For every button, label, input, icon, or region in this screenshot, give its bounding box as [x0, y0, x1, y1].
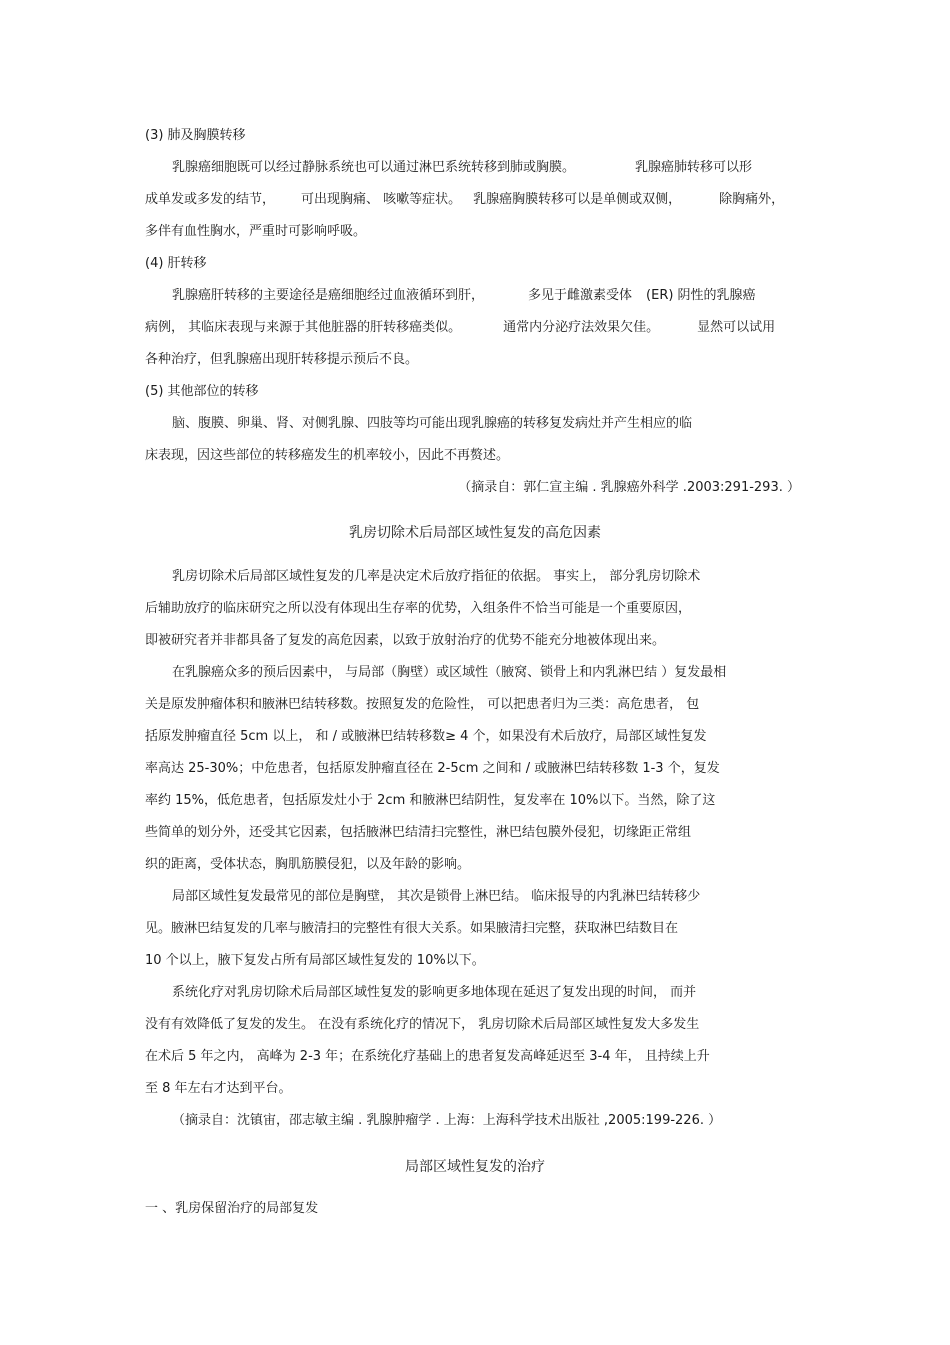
- paragraph-line: 至 8 年左右才达到平台。: [145, 1081, 292, 1096]
- paragraph-line: 局部区域性复发最常见的部位是胸壁， 其次是锁骨上淋巴结。 临床报导的内乳淋巴结转移少: [172, 889, 701, 904]
- paragraph-line: 成单发或多发的结节， 可出现胸痛、 咳嗽等症状。 乳腺癌胸膜转移可以是单侧或双侧， 除胸痛外，: [145, 192, 785, 207]
- paragraph-line: 率约 15%，低危患者，包括原发灶小于 2cm 和腋淋巴结阴性，复发率在 10%以下。当然，除了这: [145, 793, 716, 808]
- paragraph-line: 各种治疗，但乳腺癌出现肝转移提示预后不良。: [145, 352, 419, 367]
- paragraph-line: 在术后 5 年之内， 高峰为 2-3 年；在系统化疗基础上的患者复发高峰延迟至 3-4 年， 且持续上升: [145, 1049, 710, 1064]
- paragraph-line: 系统化疗对乳房切除术后局部区域性复发的影响更多地体现在延迟了复发出现的时间， 而并: [172, 985, 697, 1000]
- paragraph-line: 10 个以上，腋下复发占所有局部区域性复发的 10%以下。: [145, 953, 485, 968]
- section-heading-liver: (4) 肝转移: [145, 256, 207, 271]
- paragraph-line: 病例， 其临床表现与来源于其他脏器的肝转移癌类似。 通常内分泌疗法效果欠佳。 显然可以试用: [145, 320, 776, 335]
- paragraph-line: 后辅助放疗的临床研究之所以没有体现出生存率的优势，入组条件不恰当可能是一个重要原因，: [145, 601, 692, 616]
- paragraph-line: 即被研究者并非都具备了复发的高危因素，以致于放射治疗的优势不能充分地被体现出来。: [145, 633, 666, 648]
- paragraph-line: 括原发肿瘤直径 5cm 以上， 和 / 或腋淋巴结转移数≥ 4 个，如果没有术后放疗，局部区域性复发: [145, 729, 707, 744]
- paragraph-line: 些简单的划分外，还受其它因素，包括腋淋巴结清扫完整性，淋巴结包膜外侵犯，切缘距正常组: [145, 825, 692, 840]
- paragraph-line: 乳腺癌细胞既可以经过静脉系统也可以通过淋巴系统转移到肺或胸膜。 乳腺癌肺转移可以形: [172, 160, 753, 175]
- paragraph-line: 关是原发肿瘤体积和腋淋巴结转移数。按照复发的危险性， 可以把患者归为三类：高危患者， 包: [145, 697, 700, 712]
- paragraph-line: 织的距离，受体状态，胸肌筋膜侵犯，以及年龄的影响。: [145, 857, 471, 872]
- citation: （摘录自：沈镇宙，邵志敏主编 . 乳腺肿瘤学 . 上海：上海科学技术出版社 ,2005:199-226. ）: [172, 1113, 722, 1128]
- paragraph-line: 床表现，因这些部位的转移癌发生的机率较小，因此不再赘述。: [145, 448, 510, 463]
- section-heading-lung: (3) 肺及胸膜转移: [145, 128, 246, 143]
- paragraph-line: 乳房切除术后局部区域性复发的几率是决定术后放疗指征的依据。 事实上， 部分乳房切除术: [172, 569, 701, 584]
- subsection-heading: 一 、乳房保留治疗的局部复发: [145, 1201, 319, 1216]
- paragraph-line: 脑、腹膜、卵巢、肾、对侧乳腺、四肢等均可能出现乳腺癌的转移复发病灶并产生相应的临: [172, 416, 693, 431]
- paragraph-line: 没有有效降低了复发的发生。 在没有系统化疗的情况下， 乳房切除术后局部区域性复发大多发生: [145, 1017, 700, 1032]
- article-title: 乳房切除术后局部区域性复发的高危因素: [349, 525, 601, 541]
- paragraph-line: 在乳腺癌众多的预后因素中， 与局部（胸壁）或区域性（腋窝、锁骨上和内乳淋巴结 ）复发最相: [172, 665, 727, 680]
- article-title: 局部区域性复发的治疗: [405, 1159, 545, 1175]
- paragraph-line: 乳腺癌肝转移的主要途径是癌细胞经过血液循环到肝， 多见于雌激素受体 (ER) 阴性的乳腺癌: [172, 288, 756, 303]
- paragraph-line: 多伴有血性胸水，严重时可影响呼吸。: [145, 224, 367, 239]
- citation: （摘录自：郭仁宣主编 . 乳腺癌外科学 .2003:291-293. ）: [458, 480, 800, 495]
- paragraph-line: 见。腋淋巴结复发的几率与腋清扫的完整性有很大关系。如果腋清扫完整，获取淋巴结数目在: [145, 921, 679, 936]
- section-heading-other: (5) 其他部位的转移: [145, 384, 259, 399]
- paragraph-line: 率高达 25-30%；中危患者，包括原发肿瘤直径在 2-5cm 之间和 / 或腋淋巴结转移数 1-3 个，复发: [145, 761, 720, 776]
